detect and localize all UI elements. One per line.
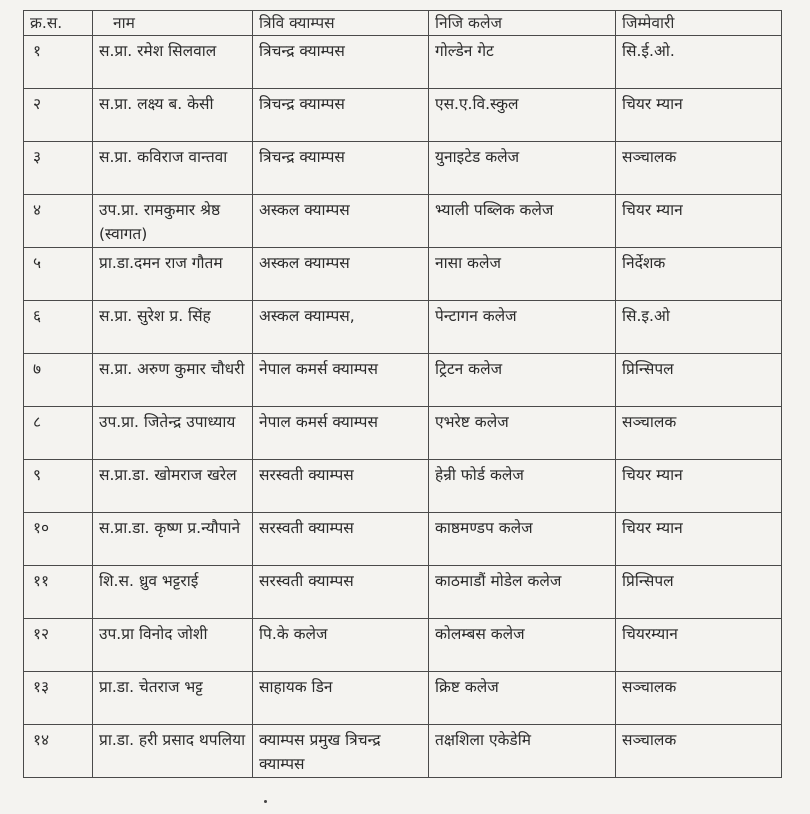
tu-campus-cell: क्याम्पस प्रमुख त्रिचन्द्र क्याम्पस — [253, 725, 429, 778]
serial-number-cell: ३ — [24, 142, 93, 195]
table-row — [24, 36, 782, 89]
header-private-college: निजि कलेज — [429, 11, 616, 36]
name-cell: स.प्रा. लक्ष्य ब. केसी — [93, 89, 253, 142]
serial-number-cell: १२ — [24, 619, 93, 672]
responsibility-cell: सञ्चालक — [616, 725, 782, 778]
table-row — [24, 513, 782, 566]
responsibility-cell: चियरम्यान — [616, 619, 782, 672]
table-row — [24, 619, 782, 672]
name-cell: स.प्रा. सुरेश प्र. सिंह — [93, 301, 253, 354]
responsibility-cell: सञ्चालक — [616, 407, 782, 460]
responsibility-cell: सि.ई.ओ. — [616, 36, 782, 89]
responsibility-cell: प्रिन्सिपल — [616, 354, 782, 407]
private-college-cell: नासा कलेज — [429, 248, 616, 301]
responsibility-cell: सञ्चालक — [616, 672, 782, 725]
tu-campus-cell: अस्कल क्याम्पस — [253, 195, 429, 248]
table-row — [24, 195, 782, 248]
private-college-cell: गोल्डेन गेट — [429, 36, 616, 89]
name-cell: शि.स. ध्रुव भट्टराई — [93, 566, 253, 619]
responsibility-cell: चियर म्यान — [616, 513, 782, 566]
private-college-cell: हेन्री फोर्ड कलेज — [429, 460, 616, 513]
table-row — [24, 672, 782, 725]
table-row — [24, 407, 782, 460]
tu-campus-cell: नेपाल कमर्स क्याम्पस — [253, 354, 429, 407]
serial-number-cell: १० — [24, 513, 93, 566]
header-name: नाम — [93, 11, 253, 36]
table-row — [24, 301, 782, 354]
name-cell: प्रा.डा.दमन राज गौतम — [93, 248, 253, 301]
college-responsibility-table — [23, 10, 782, 778]
stray-dot — [264, 800, 267, 803]
serial-number-cell: ६ — [24, 301, 93, 354]
name-cell: उप.प्रा. रामकुमार श्रेष्ठ (स्वागत) — [93, 195, 253, 248]
header-serial-number: क्र.स. — [24, 11, 93, 36]
header-tu-campus: त्रिवि क्याम्पस — [253, 11, 429, 36]
serial-number-cell: १३ — [24, 672, 93, 725]
serial-number-cell: ९ — [24, 460, 93, 513]
name-cell: स.प्रा. अरुण कुमार चौधरी — [93, 354, 253, 407]
tu-campus-cell: सरस्वती क्याम्पस — [253, 460, 429, 513]
table-row — [24, 89, 782, 142]
responsibility-cell: सञ्चालक — [616, 142, 782, 195]
private-college-cell: एभरेष्ट कलेज — [429, 407, 616, 460]
table-row — [24, 354, 782, 407]
responsibility-cell: चियर म्यान — [616, 460, 782, 513]
serial-number-cell: ११ — [24, 566, 93, 619]
private-college-cell: भ्याली पब्लिक कलेज — [429, 195, 616, 248]
tu-campus-cell: त्रिचन्द्र क्याम्पस — [253, 89, 429, 142]
private-college-cell: पेन्टागन कलेज — [429, 301, 616, 354]
name-cell: स.प्रा. कविराज वान्तवा — [93, 142, 253, 195]
serial-number-cell: १४ — [24, 725, 93, 778]
name-cell: प्रा.डा. चेतराज भट्ट — [93, 672, 253, 725]
table-row — [24, 460, 782, 513]
tu-campus-cell: सरस्वती क्याम्पस — [253, 513, 429, 566]
tu-campus-cell: त्रिचन्द्र क्याम्पस — [253, 36, 429, 89]
name-cell: स.प्रा.डा. कृष्ण प्र.न्यौपाने — [93, 513, 253, 566]
name-cell: स.प्रा.डा. खोमराज खरेल — [93, 460, 253, 513]
responsibility-cell: प्रिन्सिपल — [616, 566, 782, 619]
table-row — [24, 142, 782, 195]
responsibility-cell: सि.इ.ओ — [616, 301, 782, 354]
table-row — [24, 725, 782, 778]
serial-number-cell: ८ — [24, 407, 93, 460]
tu-campus-cell: त्रिचन्द्र क्याम्पस — [253, 142, 429, 195]
private-college-cell: काठमाडौं मोडेल कलेज — [429, 566, 616, 619]
tu-campus-cell: पि.के कलेज — [253, 619, 429, 672]
tu-campus-cell: सरस्वती क्याम्पस — [253, 566, 429, 619]
name-cell: स.प्रा. रमेश सिलवाल — [93, 36, 253, 89]
private-college-cell: ट्रिटन कलेज — [429, 354, 616, 407]
serial-number-cell: ७ — [24, 354, 93, 407]
serial-number-cell: २ — [24, 89, 93, 142]
private-college-cell: युनाइटेड कलेज — [429, 142, 616, 195]
serial-number-cell: ५ — [24, 248, 93, 301]
private-college-cell: काष्ठमण्डप कलेज — [429, 513, 616, 566]
serial-number-cell: ४ — [24, 195, 93, 248]
responsibility-cell: चियर म्यान — [616, 89, 782, 142]
tu-campus-cell: अस्कल क्याम्पस — [253, 248, 429, 301]
name-cell: प्रा.डा. हरी प्रसाद थपलिया — [93, 725, 253, 778]
tu-campus-cell: नेपाल कमर्स क्याम्पस — [253, 407, 429, 460]
header-responsibility: जिम्मेवारी — [616, 11, 782, 36]
responsibility-cell: चियर म्यान — [616, 195, 782, 248]
private-college-cell: एस.ए.वि.स्कुल — [429, 89, 616, 142]
private-college-cell: कोलम्बस कलेज — [429, 619, 616, 672]
serial-number-cell: १ — [24, 36, 93, 89]
tu-campus-cell: अस्कल क्याम्पस, — [253, 301, 429, 354]
name-cell: उप.प्रा विनोद जोशी — [93, 619, 253, 672]
tu-campus-cell: साहायक डिन — [253, 672, 429, 725]
private-college-cell: तक्षशिला एकेडेमि — [429, 725, 616, 778]
table-row — [24, 248, 782, 301]
private-college-cell: क्रिष्ट कलेज — [429, 672, 616, 725]
responsibility-cell: निर्देशक — [616, 248, 782, 301]
table-row — [24, 566, 782, 619]
table-header-row — [24, 11, 782, 36]
name-cell: उप.प्रा. जितेन्द्र उपाध्याय — [93, 407, 253, 460]
